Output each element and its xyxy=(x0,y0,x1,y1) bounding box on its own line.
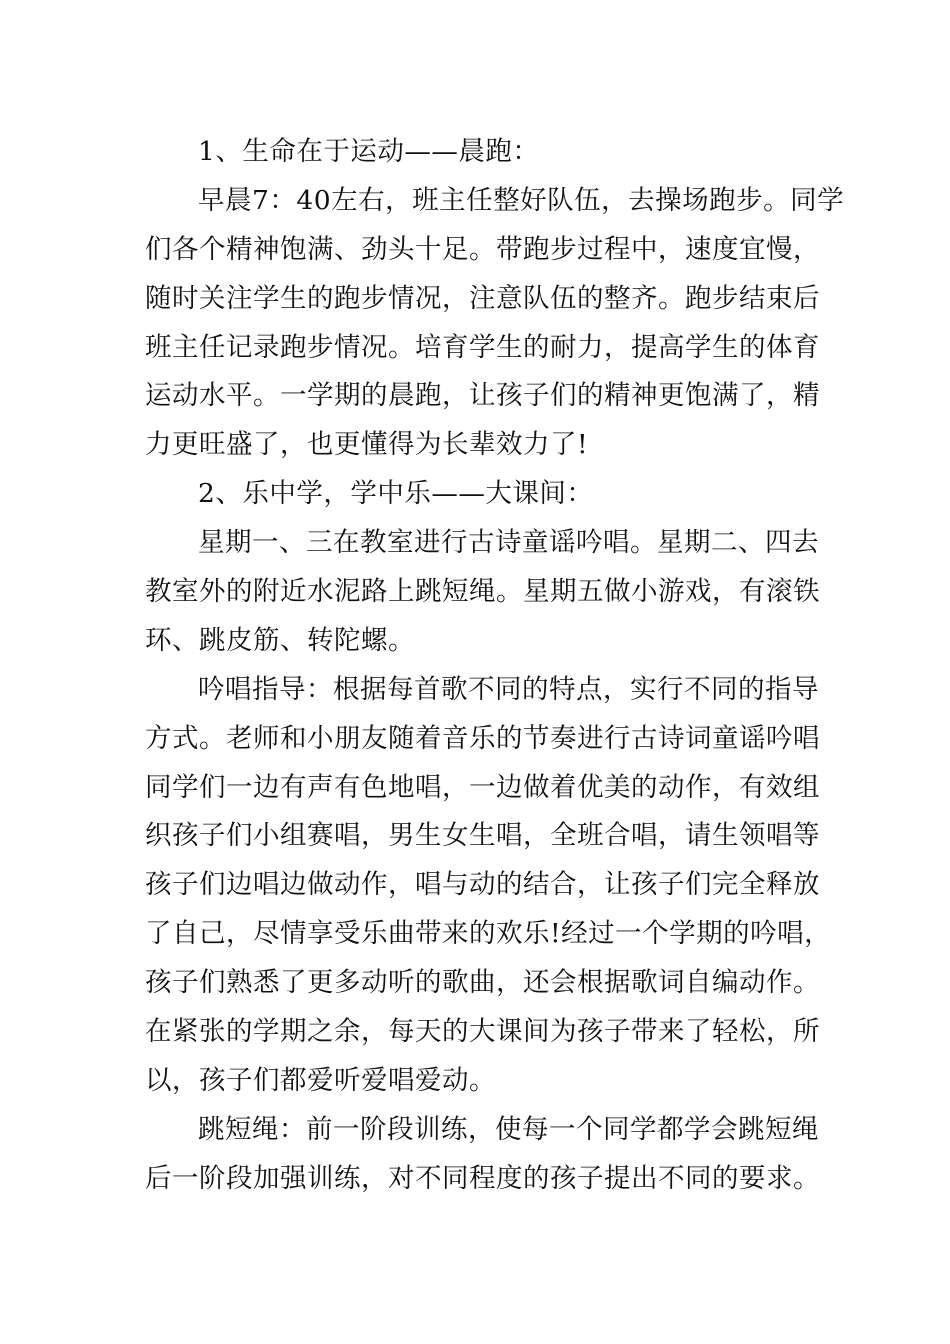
text-line: 跳短绳：前一阶段训练，使每一个同学都学会跳短绳 xyxy=(198,1113,819,1145)
text-line: 们各个精神饱满、劲头十足。带跑步过程中，速度宜慢， xyxy=(145,233,820,265)
text-line: 孩子们熟悉了更多动听的歌曲，还会根据歌词自编动作。 xyxy=(145,967,820,999)
document-body xyxy=(145,128,845,1204)
text-line: 2、乐中学，学中乐——大课间： xyxy=(198,478,594,510)
text-line: 在紧张的学期之余，每天的大课间为孩子带来了轻松，所 xyxy=(145,1016,820,1048)
text-line: 早晨7：40左右，班主任整好队伍，去操场跑步。同学 xyxy=(198,184,845,216)
text-line: 环、跳皮筋、转陀螺。 xyxy=(145,624,415,656)
text-line: 了自己，尽情享受乐曲带来的欢乐!经过一个学期的吟唱， xyxy=(145,918,832,950)
text-line: 吟唱指导：根据每首歌不同的特点，实行不同的指导 xyxy=(198,673,819,705)
text-line: 班主任记录跑步情况。培育学生的耐力，提高学生的体育 xyxy=(145,331,820,363)
text-line: 以，孩子们都爱听爱唱爱动。 xyxy=(145,1064,496,1096)
text-line: 星期一、三在教室进行古诗童谣吟唱。星期二、四去 xyxy=(198,527,819,559)
text-line: 随时关注学生的跑步情况，注意队伍的整齐。跑步结束后 xyxy=(145,282,820,314)
text-line: 织孩子们小组赛唱，男生女生唱，全班合唱，请生领唱等 xyxy=(145,820,820,852)
text-line: 后一阶段加强训练，对不同程度的孩子提出不同的要求。 xyxy=(145,1162,820,1194)
text-line: 运动水平。一学期的晨跑，让孩子们的精神更饱满了，精 xyxy=(145,380,820,412)
text-line: 方式。老师和小朋友随着音乐的节奏进行古诗词童谣吟唱 xyxy=(145,722,820,754)
text-line: 力更旺盛了，也更懂得为长辈效力了! xyxy=(145,429,589,461)
text-line: 同学们一边有声有色地唱，一边做着优美的动作，有效组 xyxy=(145,771,820,803)
text-line: 1、生命在于运动——晨跑： xyxy=(198,136,540,167)
text-line: 教室外的附近水泥路上跳短绳。星期五做小游戏，有滚铁 xyxy=(145,576,820,608)
text-line: 孩子们边唱边做动作，唱与动的结合，让孩子们完全释放 xyxy=(145,869,820,901)
